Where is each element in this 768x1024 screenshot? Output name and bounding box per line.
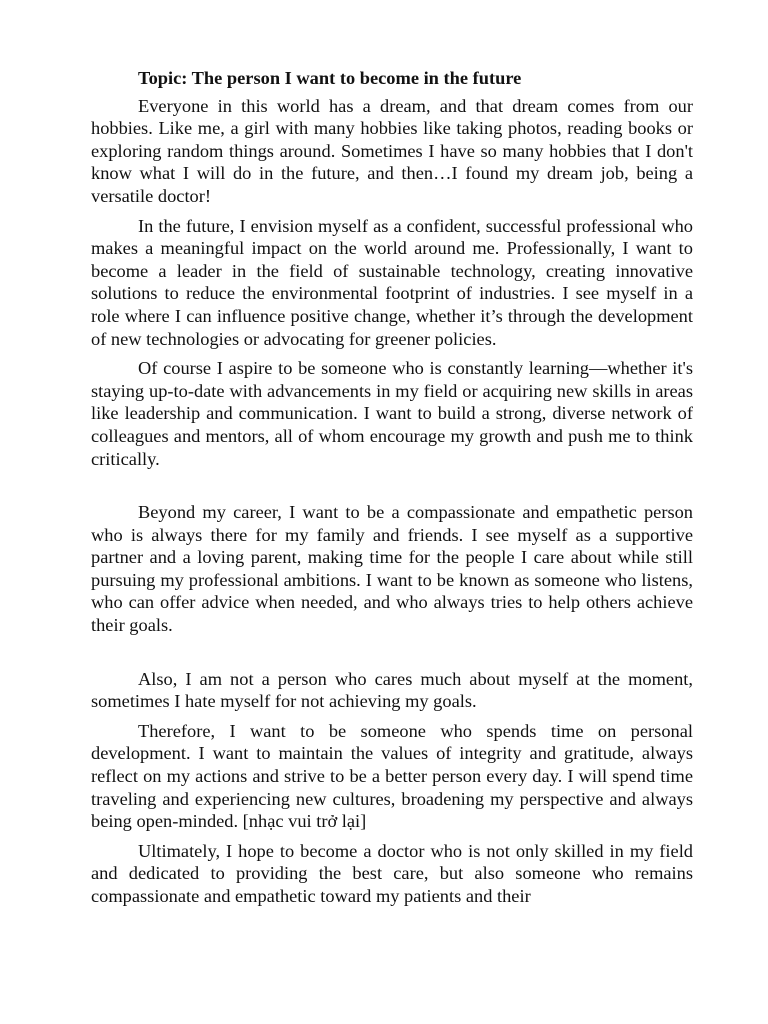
paragraph-personal-development: Therefore, I want to be someone who spends time on personal development. I want to maintain the values of integrity and gratitude, always reflect on my actions and strive to be a better person every day. I will spend time traveling and experiencing new cultures, broadening my perspective and always being open-minded. [nhạc vui trở lại] xyxy=(91,720,693,832)
paragraph-self-reflection: Also, I am not a person who cares much about myself at the moment, sometimes I hate myself for not achieving my goals. xyxy=(91,668,693,712)
paragraph-conclusion: Ultimately, I hope to become a doctor who is not only skilled in my field and dedicated to providing the best care, but also someone who remains compassionate and empathetic toward my patients and their xyxy=(91,840,693,906)
paragraph-personal-life: Beyond my career, I want to be a compassionate and empathetic person who is always there for my family and friends. I see myself as a supportive partner and a loving parent, making time for the people I care about while still pursuing my professional ambitions. I want to be known as someone who listens, who can offer advice when needed, and who always tries to help others achieve their goals. xyxy=(91,502,693,636)
document-body xyxy=(91,67,693,908)
paragraph-intro: Everyone in this world has a dream, and that dream comes from our hobbies. Like me, a girl with many hobbies like taking photos, reading books or exploring random things around. Sometimes I have so many hobbies that I don't know what I will do in the future, and then…I found my dream job, being a versatile doctor! xyxy=(91,95,693,206)
paragraph-learning: Of course I aspire to be someone who is constantly learning—whether it's staying up-to-date with advancements in my field or acquiring new skills in areas like leadership and communication. I want to build a strong, diverse network of colleagues and mentors, all of whom encourage my growth and push me to think critically. xyxy=(91,358,693,469)
paragraph-future-vision: In the future, I envision myself as a confident, successful professional who makes a meaningful impact on the world around me. Professionally, I want to become a leader in the field of sustainable technology, creating innovative solutions to reduce the environmental footprint of industries. I see myself in a role where I can influence positive change, whether it’s through the development of new technologies or advocating for greener policies. xyxy=(91,215,693,349)
document-title: Topic: The person I want to become in the future xyxy=(138,68,522,88)
